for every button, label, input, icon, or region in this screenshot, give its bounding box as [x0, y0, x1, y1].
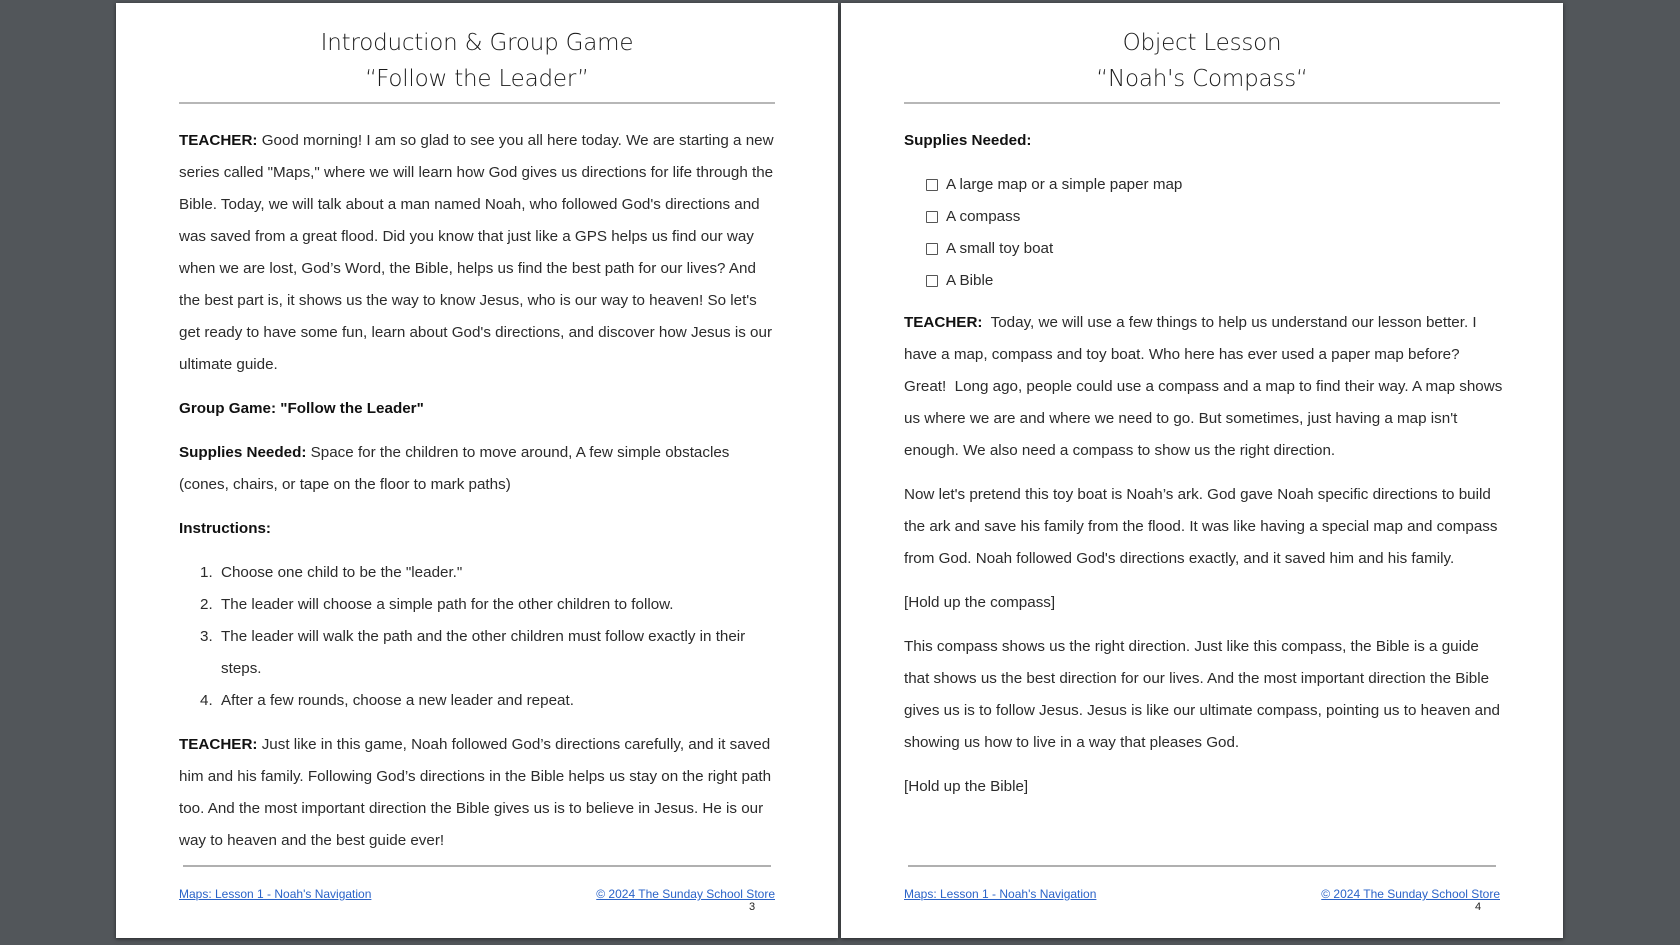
instructions-heading: Instructions:	[179, 520, 271, 537]
supplies-label: Supplies Needed:	[179, 444, 307, 461]
list-number: 2.	[200, 596, 213, 613]
list-number: 1.	[200, 564, 213, 581]
page-content	[904, 125, 1507, 815]
ark-paragraph: Now let's pretend this toy boat is Noah’s ark. God gave Noah specific directions to build the ark and save his family from the flood. It was like having a special map and compass from God. Noah followed God's directions exactly, and it saved him and his family.	[904, 486, 1498, 567]
page-content	[179, 125, 778, 869]
teacher-paragraph	[904, 307, 1507, 467]
checklist-text: A small toy boat	[946, 240, 1054, 257]
instructions-list	[179, 557, 778, 717]
list-number: 4.	[200, 692, 213, 709]
closing-text: Just like in this game, Noah followed God’s directions carefully, and it saved him and his family. Following God’s directions in the Bible helps us stay on the right path too. And the most important direction the Bible gives us is to believe in Jesus. He is our way to heaven and the best guide ever!	[179, 736, 772, 849]
page-title	[904, 25, 1500, 97]
checklist-item[interactable]	[926, 265, 1503, 297]
header-divider	[904, 102, 1500, 104]
checklist-item[interactable]	[926, 201, 1503, 233]
teacher-label: TEACHER:	[904, 314, 983, 331]
list-item	[179, 589, 778, 621]
teacher-label: TEACHER:	[179, 132, 258, 149]
supplies-paragraph	[179, 437, 778, 501]
closing-paragraph	[179, 729, 778, 857]
list-text: The leader will choose a simple path for the other children to follow.	[221, 596, 674, 613]
list-text: Choose one child to be the "leader."	[221, 564, 463, 581]
list-text: After a few rounds, choose a new leader and repeat.	[221, 692, 574, 709]
supplies-text: Space for the children to move around, A few simple obstacles (cones, chairs, or tape on the floor to mark paths)	[179, 444, 730, 493]
checklist-text: A compass	[946, 208, 1021, 225]
page-3	[116, 3, 838, 938]
page-4	[841, 3, 1563, 938]
game-heading: Group Game: "Follow the Leader"	[179, 400, 424, 417]
list-item	[179, 621, 778, 685]
cue-compass: [Hold up the compass]	[904, 594, 1056, 611]
footer-copyright-link[interactable]: © 2024 The Sunday School Store	[1321, 887, 1500, 901]
page-number: 4	[1475, 901, 1482, 913]
page-number: 3	[749, 901, 756, 913]
footer-lesson-link[interactable]: Maps: Lesson 1 - Noah's Navigation	[904, 887, 1097, 901]
checklist-item[interactable]	[926, 233, 1503, 265]
page-title-line-1: Object Lesson	[1122, 30, 1282, 56]
checklist-item[interactable]	[926, 169, 1503, 201]
footer-divider	[908, 865, 1496, 867]
intro-paragraph	[179, 125, 778, 381]
footer-divider	[183, 865, 771, 867]
compass-paragraph: This compass shows us the right direction. Just like this compass, the Bible is a guide that shows us the best direction for our lives. And the most important direction the Bible gives us is to follow Jesus. Jesus is like our ultimate compass, pointing us to heaven and showing us how to live in a way that pleases God.	[904, 638, 1500, 751]
checkbox-icon[interactable]	[926, 243, 938, 255]
supplies-checklist	[904, 169, 1503, 297]
checkbox-icon[interactable]	[926, 179, 938, 191]
list-item	[179, 557, 778, 589]
supplies-heading: Supplies Needed:	[904, 132, 1032, 149]
list-number: 3.	[200, 628, 213, 645]
cue-bible: [Hold up the Bible]	[904, 778, 1029, 795]
checklist-text: A large map or a simple paper map	[946, 176, 1183, 193]
teacher-label: TEACHER:	[179, 736, 258, 753]
header-divider	[179, 102, 775, 104]
list-item	[179, 685, 778, 717]
page-title-line-2: “Noah's Compass“	[1096, 66, 1308, 92]
checklist-text: A Bible	[946, 272, 994, 289]
footer-copyright-link[interactable]: © 2024 The Sunday School Store	[596, 887, 775, 901]
intro-text: Good morning! I am so glad to see you all here today. We are starting a new series called "Maps," where we will learn how God gives us directions for life through the Bible. Today, we will talk about a man named Noah, who followed God's directions and was saved from a great flood. Did you know that just like a GPS helps us find our way when we are lost, God’s Word, the Bible, helps us find the best path for our lives? And the best part is, it shows us the way to know Jesus, who is our way to heaven! So let's get ready to have some fun, learn about God's directions, and discover how Jesus is our ultimate guide.	[179, 132, 774, 373]
page-title-line-1: Introduction & Group Game	[320, 30, 634, 56]
footer-lesson-link[interactable]: Maps: Lesson 1 - Noah's Navigation	[179, 887, 372, 901]
list-text: The leader will walk the path and the other children must follow exactly in their steps.	[221, 628, 746, 677]
checkbox-icon[interactable]	[926, 275, 938, 287]
page-title-line-2: “Follow the Leader”	[365, 66, 589, 92]
page-title	[179, 25, 775, 97]
teacher-text: Today, we will use a few things to help us understand our lesson better. I have a map, compass and toy boat. Who here has ever used a paper map before? Great! Long ago, people could use a compass and a map to find their way. A map shows us where we are and where we need to go. But sometimes, just having a map isn't enough. We also need a compass to show us the right direction.	[904, 314, 1507, 459]
checkbox-icon[interactable]	[926, 211, 938, 223]
